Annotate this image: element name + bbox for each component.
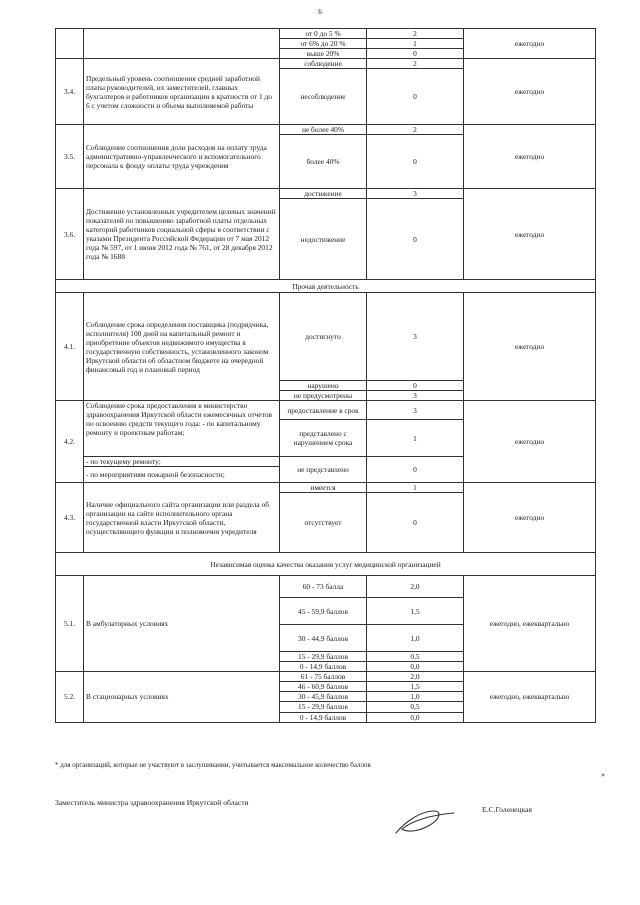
row-number [56,29,84,59]
table-row [56,29,596,39]
periodicity: ежегодно [464,293,596,401]
table-row [56,401,596,420]
table-row [56,576,596,598]
table-row [56,293,596,381]
page-number: 6 [318,8,322,16]
criterion: представлено с нарушением срока [280,420,367,457]
row-number: 5.1. [56,576,84,672]
criterion: несоблюдение [280,69,367,125]
row-description: Соблюдение соотношения доли расходов на оплату труда административно-управленческого и вспомогательного персонала к фонду оплаты труда учреждения [84,125,280,189]
section-row [56,280,596,293]
points: 1,5 [367,682,464,692]
criterion: 61 - 75 баллов [280,672,367,682]
points: 0 [367,135,464,189]
table-row [56,483,596,493]
points: 2,0 [367,672,464,682]
row-number: 4.2. [56,401,84,483]
criterion: 15 - 29,9 баллов [280,652,367,662]
table-row [56,189,596,199]
points: 2,0 [367,576,464,598]
row-description [84,29,280,59]
row-number: 5.2. [56,672,84,722]
row-number: 4.1. [56,293,84,401]
points: 2 [367,29,464,39]
row-description: В стационарных условиях [84,672,280,722]
points: 3 [367,189,464,199]
criterion: не представлено [280,457,367,483]
criterion: не предусмотрены [280,391,367,401]
criterion: выше 20% [280,49,367,59]
periodicity: ежегодно [464,59,596,125]
periodicity: ежегодно [464,483,596,553]
points: 0 [367,49,464,59]
section-title: Прочая деятельность [56,280,596,293]
points: 0 [367,493,464,553]
row-description: Соблюдение срока определения поставщика (подрядчика, исполнителя) 100 дней на капитальный ремонт и приобретение объектов недвижимого имущества в государственную собственность, установленного законом Иркутской области об областном бюджете на очередной финансовый год и плановый период [84,293,280,401]
row-description: Предельный уровень соотношения средней заработной платы руководителей, их заместителей, главных бухгалтеров и работников организации в кратности от 1 до 6 с учетом сложности и объема выполняемой работы [84,59,280,125]
periodicity: ежегодно [464,125,596,189]
row-number: 3.6. [56,189,84,280]
points: 3 [367,391,464,401]
periodicity: ежегодно [464,401,596,483]
criterion: достигнуто [280,293,367,381]
criteria-table [55,28,596,723]
table-row [56,59,596,69]
points: 0,5 [367,652,464,662]
criterion: нарушено [280,381,367,391]
criterion: имеется [280,483,367,493]
criterion: от 0 до 5 % [280,29,367,39]
criterion: от 6% до 20 % [280,39,367,49]
points: 1 [367,420,464,457]
periodicity: ежегодно, ежеквартально [464,576,596,672]
points: 0,0 [367,712,464,722]
table-row [56,672,596,682]
periodicity: ежегодно [464,189,596,280]
points: 3 [367,401,464,420]
points: 0 [367,69,464,125]
closing-quote-mark: » [601,770,605,779]
criterion: 15 - 29,9 баллов [280,702,367,712]
periodicity: ежегодно, ежеквартально [464,672,596,722]
points: 1,0 [367,692,464,702]
points: 1,5 [367,598,464,625]
criterion: достижение [280,189,367,199]
criterion: 0 - 14,9 баллов [280,712,367,722]
criterion: 0 - 14,9 баллов [280,662,367,672]
criterion: не более 40% [280,125,367,135]
criterion: 46 - 60,9 баллов [280,682,367,692]
points: 0 [367,199,464,280]
row-description: В амбулаторных условиях [84,576,280,672]
signer-name: Е.С.Голенецкая [482,805,533,814]
points: 0,0 [367,662,464,672]
signer-title: Заместитель министра здравоохранения Иркутской области [55,798,249,807]
row-number: 4.3. [56,483,84,553]
row-description: Достижение установленных учредителем целевых значений показателей по повышению заработной платы отдельных категорий работников социальной сферы в соответствии с указами Президента Российской Федерации от 7 мая 2012 года № 597, от 1 июня 2012 года № 761, от 28 декабря 2012 года № 1688 [84,189,280,280]
points: 1,0 [367,625,464,652]
footnote: * для организаций, которые не участвуют в заслушивании, учитывается максимальное количество баллов [55,761,371,769]
periodicity: ежегодно [464,29,596,59]
points: 1 [367,483,464,493]
section-title: Независимая оценка качества оказания услуг медицинской организацией [56,553,596,576]
row-description: - по мероприятиям пожарной безопасности; [84,467,280,483]
criterion: 45 - 59,9 баллов [280,598,367,625]
row-description: Наличие официального сайта организации или раздела об организации на сайте исполнительного органа государственной власти Иркутской области, осуществляющего функции и полномочия учредителя [84,483,280,553]
row-number: 3.5. [56,125,84,189]
row-description: - по текущему ремонту; [84,457,280,467]
section-row [56,553,596,576]
criterion: более 40% [280,135,367,189]
criterion: 30 - 44,9 баллов [280,625,367,652]
points: 0,5 [367,702,464,712]
table-row [56,125,596,135]
points: 3 [367,293,464,381]
criterion: предоставление в срок [280,401,367,420]
points: 2 [367,59,464,69]
points: 0 [367,381,464,391]
row-description: Соблюдение срока предоставления в министерство здравоохранения Иркутской области ежемесячных отчетов по освоению средств текущего года: - по капитальному ремонту и проектным работам; [84,401,280,457]
points: 1 [367,39,464,49]
criterion: 30 - 45,9 баллов [280,692,367,702]
points: 2 [367,125,464,135]
points: 0 [367,457,464,483]
criterion: соблюдение [280,59,367,69]
criterion: отсутствует [280,493,367,553]
row-number: 3.4. [56,59,84,125]
criterion: 60 - 73 балла [280,576,367,598]
criterion: недостижение [280,199,367,280]
handwritten-signature [390,805,470,837]
